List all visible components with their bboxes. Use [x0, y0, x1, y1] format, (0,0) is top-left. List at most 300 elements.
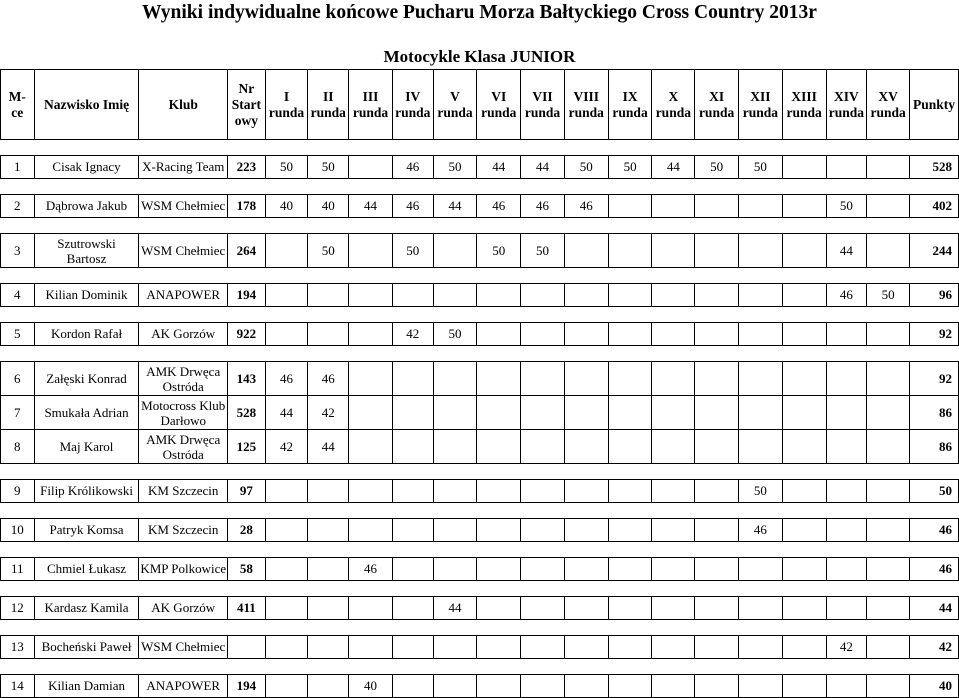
round-15-score: 50: [867, 284, 910, 307]
round-12-score: 46: [738, 519, 782, 542]
round-2-score: [308, 284, 349, 307]
round-10-score: [652, 396, 695, 430]
rider-name-cell: [34, 558, 139, 581]
table-row: [1, 480, 959, 503]
rider-name: Smukała Adrian: [44, 404, 129, 420]
round-4-score: [392, 396, 433, 430]
header-text: runda: [568, 104, 604, 120]
round-11-score: [695, 234, 739, 268]
round-4-score: [392, 480, 433, 503]
round-2-score: 40: [308, 195, 349, 218]
table-row: [1, 675, 959, 698]
round-11-score: [695, 396, 739, 430]
round-7-score: 46: [521, 195, 565, 218]
round-3-score: [349, 636, 393, 659]
round-1-score: 46: [265, 362, 308, 396]
round-12-score: [738, 636, 782, 659]
round-3-score: [349, 430, 393, 464]
round-8-score: 46: [564, 195, 608, 218]
header-start-number: [228, 70, 266, 140]
round-10-score: [652, 519, 695, 542]
round-7-score: [521, 558, 565, 581]
club-name: WSM Chełmiec: [141, 242, 226, 258]
rider-name-cell: [34, 636, 139, 659]
round-1-score: [265, 480, 308, 503]
round-6-score: [477, 362, 521, 396]
spacer-cell: [1, 620, 959, 636]
header-round-11: [695, 70, 739, 140]
round-8-score: [564, 519, 608, 542]
club-name: AK Gorzów: [151, 326, 216, 341]
rider-name-cell: [34, 675, 139, 698]
round-4-score: [392, 675, 433, 698]
round-15-score: [867, 234, 910, 268]
start-number-cell: 178: [228, 195, 266, 218]
club-name: Motocross Klub: [141, 397, 226, 413]
start-number-cell: 125: [228, 430, 266, 464]
round-6-score: [477, 323, 521, 346]
round-1-score: [265, 558, 308, 581]
round-1-score: [265, 323, 308, 346]
round-9-score: [608, 362, 652, 396]
header-text: VI: [491, 88, 507, 104]
round-7-score: [521, 519, 565, 542]
round-9-score: [608, 519, 652, 542]
header-text: VIII: [573, 88, 600, 104]
round-9-score: 50: [608, 156, 652, 179]
club-name: ANAPOWER: [146, 678, 221, 693]
club-cell: [139, 480, 228, 503]
header-text: runda: [742, 104, 778, 120]
spacer-row: [1, 542, 959, 558]
round-10-score: [652, 636, 695, 659]
rider-name-cell: [34, 480, 139, 503]
round-8-score: [564, 558, 608, 581]
round-15-score: [867, 195, 910, 218]
club-name: Darłowo: [160, 412, 206, 428]
round-3-score: [349, 323, 393, 346]
round-5-score: [433, 480, 477, 503]
start-number-cell: [228, 636, 266, 659]
round-12-score: [738, 396, 782, 430]
header-text: runda: [612, 104, 648, 120]
round-3-score: [349, 362, 393, 396]
round-5-score: [433, 430, 477, 464]
rider-name: Bartosz: [66, 250, 107, 266]
table-row: [1, 396, 959, 430]
round-15-score: [867, 430, 910, 464]
club-name: WSM Chełmiec: [141, 639, 226, 654]
round-4-score: [392, 558, 433, 581]
spacer-cell: [1, 542, 959, 558]
round-1-score: [265, 284, 308, 307]
club-cell: [139, 156, 228, 179]
round-4-score: 50: [392, 234, 433, 268]
club-cell: [139, 234, 228, 268]
header-text: III: [362, 88, 379, 104]
round-14-score: [826, 675, 867, 698]
round-11-score: [695, 195, 739, 218]
round-2-score: [308, 558, 349, 581]
round-1-score: [265, 597, 308, 620]
header-text: II: [323, 88, 334, 104]
round-13-score: [782, 362, 826, 396]
round-8-score: [564, 480, 608, 503]
round-15-score: [867, 519, 910, 542]
header-text: Start: [231, 96, 261, 112]
header-text: runda: [352, 104, 389, 120]
rider-name: Szutrowski: [57, 235, 116, 251]
club-name: AMK Drwęca: [146, 431, 221, 447]
header-text: runda: [395, 104, 431, 120]
start-number-cell: 97: [228, 480, 266, 503]
header-round-2: [308, 70, 349, 140]
rider-name-cell: [34, 323, 139, 346]
round-13-score: [782, 234, 826, 268]
start-number-cell: 28: [228, 519, 266, 542]
round-4-score: [392, 284, 433, 307]
header-text: VII: [532, 88, 553, 104]
rider-name: Cisak Ignacy: [52, 159, 121, 174]
rider-name: Chmiel Łukasz: [46, 561, 127, 576]
position-cell: 13: [1, 636, 35, 659]
table-row: [1, 519, 959, 542]
round-11-score: [695, 480, 739, 503]
club-cell: [139, 195, 228, 218]
table-row: [1, 558, 959, 581]
header-round-7: [521, 70, 565, 140]
round-7-score: [521, 636, 565, 659]
header-name: Nazwisko Imię: [34, 70, 139, 140]
header-round-10: [652, 70, 695, 140]
total-points-cell: 44: [909, 597, 958, 620]
round-6-score: 46: [477, 195, 521, 218]
round-14-score: [826, 396, 867, 430]
header-text: IV: [405, 88, 421, 104]
club-cell: [139, 675, 228, 698]
round-5-score: 50: [433, 156, 477, 179]
spacer-row: [1, 464, 959, 480]
round-8-score: [564, 636, 608, 659]
round-14-score: [826, 480, 867, 503]
rider-name: Dąbrowa Jakub: [45, 198, 128, 213]
round-5-score: [433, 396, 477, 430]
club-cell: [139, 519, 228, 542]
round-14-score: [826, 430, 867, 464]
position-cell: 10: [1, 519, 35, 542]
round-2-score: 50: [308, 234, 349, 268]
position-cell: 2: [1, 195, 35, 218]
spacer-row: [1, 140, 959, 156]
round-13-score: [782, 156, 826, 179]
header-round-8: [564, 70, 608, 140]
round-7-score: [521, 284, 565, 307]
rider-name-cell: [34, 519, 139, 542]
header-round-5: [433, 70, 477, 140]
round-10-score: [652, 597, 695, 620]
round-6-score: 44: [477, 156, 521, 179]
position-cell: 5: [1, 323, 35, 346]
round-15-score: [867, 323, 910, 346]
rider-name: Kilian Dominik: [45, 287, 128, 302]
round-13-score: [782, 195, 826, 218]
round-14-score: [826, 156, 867, 179]
round-10-score: [652, 284, 695, 307]
round-1-score: 42: [265, 430, 308, 464]
round-11-score: [695, 597, 739, 620]
round-2-score: [308, 480, 349, 503]
rider-name: Kordon Rafał: [50, 326, 123, 341]
round-10-score: 44: [652, 156, 695, 179]
round-5-score: [433, 284, 477, 307]
header-round-6: [477, 70, 521, 140]
table-row: [1, 430, 959, 464]
round-14-score: [826, 323, 867, 346]
round-3-score: [349, 597, 393, 620]
round-14-score: 50: [826, 195, 867, 218]
round-4-score: 46: [392, 156, 433, 179]
round-1-score: [265, 519, 308, 542]
club-cell: [139, 636, 228, 659]
header-text: runda: [828, 104, 864, 120]
rider-name-cell: [34, 597, 139, 620]
round-5-score: 50: [433, 323, 477, 346]
header-text: runda: [870, 104, 906, 120]
round-11-score: [695, 362, 739, 396]
round-11-score: [695, 430, 739, 464]
header-text: I: [283, 88, 290, 104]
header-text: XIII: [791, 88, 817, 104]
round-6-score: [477, 284, 521, 307]
header-round-13: [782, 70, 826, 140]
round-3-score: 40: [349, 675, 393, 698]
round-13-score: [782, 675, 826, 698]
round-3-score: [349, 156, 393, 179]
round-12-score: [738, 323, 782, 346]
header-text: ce: [11, 104, 24, 120]
rider-name: Maj Karol: [59, 438, 114, 454]
round-3-score: [349, 480, 393, 503]
round-11-score: [695, 284, 739, 307]
round-14-score: 46: [826, 284, 867, 307]
rider-name: Kilian Damian: [48, 678, 125, 693]
round-10-score: [652, 558, 695, 581]
club-cell: [139, 430, 228, 464]
start-number-cell: 922: [228, 323, 266, 346]
round-15-score: [867, 156, 910, 179]
club-name: X-Racing Team: [142, 159, 225, 174]
round-14-score: [826, 558, 867, 581]
header-round-12: [738, 70, 782, 140]
round-4-score: [392, 597, 433, 620]
club-name: KM Szczecin: [148, 522, 219, 537]
spacer-row: [1, 620, 959, 636]
club-name: Ostróda: [162, 378, 204, 394]
rider-name: Bocheński Paweł: [41, 639, 132, 654]
round-6-score: [477, 430, 521, 464]
spacer-cell: [1, 503, 959, 519]
rider-name-cell: [34, 195, 139, 218]
round-2-score: [308, 323, 349, 346]
round-4-score: [392, 636, 433, 659]
header-text: runda: [268, 104, 305, 120]
round-15-score: [867, 396, 910, 430]
round-7-score: [521, 396, 565, 430]
round-5-score: [433, 636, 477, 659]
round-1-score: [265, 636, 308, 659]
round-6-score: [477, 396, 521, 430]
round-11-score: [695, 636, 739, 659]
start-number-cell: 264: [228, 234, 266, 268]
round-2-score: 50: [308, 156, 349, 179]
round-3-score: 44: [349, 195, 393, 218]
round-13-score: [782, 323, 826, 346]
round-10-score: [652, 195, 695, 218]
total-points-cell: 92: [909, 362, 958, 396]
spacer-cell: [1, 179, 959, 195]
header-text: XIV: [833, 88, 859, 104]
club-cell: [139, 396, 228, 430]
club-name: AMK Drwęca: [146, 363, 221, 379]
round-5-score: [433, 558, 477, 581]
spacer-cell: [1, 268, 959, 284]
round-14-score: [826, 519, 867, 542]
table-row: [1, 597, 959, 620]
total-points-cell: 86: [909, 396, 958, 430]
rider-name-cell: [34, 234, 139, 268]
round-9-score: [608, 636, 652, 659]
round-7-score: [521, 675, 565, 698]
club-name: KM Szczecin: [148, 483, 219, 498]
spacer-row: [1, 581, 959, 597]
position-cell: 14: [1, 675, 35, 698]
round-1-score: 40: [265, 195, 308, 218]
round-8-score: [564, 362, 608, 396]
round-15-score: [867, 480, 910, 503]
round-9-score: [608, 396, 652, 430]
header-text: XI: [709, 88, 725, 104]
spacer-cell: [1, 307, 959, 323]
spacer-row: [1, 218, 959, 234]
rider-name: Filip Królikowski: [40, 483, 133, 498]
round-7-score: [521, 323, 565, 346]
page-title: Wyniki indywidualne końcowe Pucharu Morza Bałtyckiego Cross Country 2013r: [142, 2, 817, 23]
round-1-score: [265, 675, 308, 698]
round-6-score: 50: [477, 234, 521, 268]
round-3-score: [349, 519, 393, 542]
round-13-score: [782, 430, 826, 464]
round-7-score: [521, 480, 565, 503]
round-13-score: [782, 396, 826, 430]
round-9-score: [608, 480, 652, 503]
table-row: [1, 284, 959, 307]
round-10-score: [652, 362, 695, 396]
round-2-score: [308, 519, 349, 542]
position-cell: 1: [1, 156, 35, 179]
round-8-score: 50: [564, 156, 608, 179]
round-12-score: [738, 597, 782, 620]
rider-name: Patryk Komsa: [49, 522, 124, 537]
round-4-score: [392, 430, 433, 464]
round-9-score: [608, 597, 652, 620]
spacer-row: [1, 503, 959, 519]
club-cell: [139, 597, 228, 620]
header-text: owy: [234, 112, 258, 128]
spacer-row: [1, 179, 959, 195]
rider-name-cell: [34, 362, 139, 396]
club-name: KMP Polkowice: [140, 561, 227, 576]
round-6-score: [477, 519, 521, 542]
round-9-score: [608, 284, 652, 307]
round-15-score: [867, 362, 910, 396]
round-5-score: 44: [433, 597, 477, 620]
header-text: runda: [310, 104, 346, 120]
round-8-score: [564, 234, 608, 268]
spacer-cell: [1, 218, 959, 234]
spacer-cell: [1, 581, 959, 597]
header-text: M-: [8, 88, 26, 104]
header-text: runda: [437, 104, 473, 120]
round-11-score: [695, 675, 739, 698]
round-13-score: [782, 480, 826, 503]
header-round-15: [867, 70, 910, 140]
round-14-score: 42: [826, 636, 867, 659]
position-cell: 12: [1, 597, 35, 620]
round-12-score: [738, 234, 782, 268]
round-5-score: [433, 234, 477, 268]
total-points-cell: 402: [909, 195, 958, 218]
round-9-score: [608, 234, 652, 268]
round-2-score: 46: [308, 362, 349, 396]
round-4-score: [392, 362, 433, 396]
round-12-score: 50: [738, 156, 782, 179]
round-13-score: [782, 636, 826, 659]
round-2-score: [308, 636, 349, 659]
round-8-score: [564, 675, 608, 698]
position-cell: 11: [1, 558, 35, 581]
header-text: runda: [481, 104, 517, 120]
round-13-score: [782, 558, 826, 581]
table-row: [1, 234, 959, 268]
club-cell: [139, 558, 228, 581]
header-round-9: [608, 70, 652, 140]
header-round-14: [826, 70, 867, 140]
round-12-score: [738, 430, 782, 464]
round-15-score: [867, 636, 910, 659]
round-13-score: [782, 519, 826, 542]
round-10-score: [652, 430, 695, 464]
round-10-score: [652, 480, 695, 503]
header-round-4: [392, 70, 433, 140]
round-5-score: [433, 362, 477, 396]
spacer-cell: [1, 140, 959, 156]
table-row: [1, 195, 959, 218]
results-table: [0, 69, 959, 698]
round-5-score: [433, 675, 477, 698]
round-6-score: [477, 558, 521, 581]
total-points-cell: 40: [909, 675, 958, 698]
club-name: ANAPOWER: [146, 287, 221, 302]
start-number-cell: 223: [228, 156, 266, 179]
round-6-score: [477, 675, 521, 698]
start-number-cell: 528: [228, 396, 266, 430]
table-row: [1, 362, 959, 396]
start-number-cell: 58: [228, 558, 266, 581]
round-3-score: [349, 284, 393, 307]
round-8-score: [564, 396, 608, 430]
round-12-score: 50: [738, 480, 782, 503]
position-cell: 4: [1, 284, 35, 307]
